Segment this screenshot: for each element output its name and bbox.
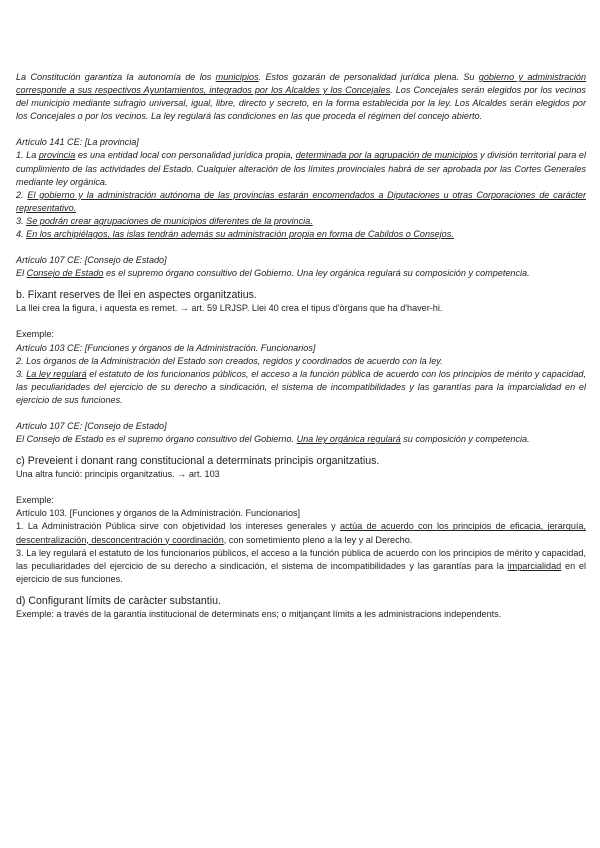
- underlined-text: Consejo de Estado: [26, 268, 104, 279]
- art103b-title: Artículo 103. [Funciones y órganos de la Administración. Funcionarios]: [16, 508, 301, 519]
- text: El: [16, 268, 27, 279]
- art103b-paragraph-3: [16, 547, 586, 586]
- section-b-example-label: Exemple:: [16, 329, 54, 340]
- underlined-text: provincia: [38, 150, 76, 161]
- art103-paragraph-3: [16, 368, 586, 407]
- section-b-text: La llei crea la figura, i aquesta es remet. → art. 59 LRJSP. Llei 40 crea el tipus d'òrgans que ha d'haver-hi.: [16, 303, 443, 314]
- text: 1. La Administración Pública sirve con objetividad los intereses generales y: [16, 521, 341, 532]
- intro-underline-gobierno: gobierno y administración corresponde a sus respectivos Ayuntamientos, integrados por los Alcaldes y los Concejales: [16, 72, 587, 96]
- art141-paragraph-1: [16, 149, 586, 188]
- underlined-text: El gobierno y la administración autónoma de las provincias estarán encomendados a Diputaciones u otras Corporaciones de carácter representativo.: [16, 189, 586, 213]
- text: El Consejo de Estado es el supremo órgano consultivo del Gobierno.: [16, 434, 297, 445]
- section-c-example-label: Exemple:: [16, 495, 54, 506]
- text: el estatuto de los funcionarios públicos, el acceso a la función pública de acuerdo con los principios de mérito y capacidad, las peculiaridades del ejercicio de su derecho a sindicación, el sistema de incompatibilidades y las garantías para la imparcialidad en el ejercicio de sus funciones.: [16, 368, 586, 405]
- art141-title: Artículo 141 CE: [La provincia]: [16, 137, 139, 148]
- section-d-text: Exemple: a través de la garantia institucional de determinats ens; o mitjançant límits a les administracions independents.: [16, 608, 502, 619]
- art107-title: Artículo 107 CE: [Consejo de Estado]: [16, 255, 167, 266]
- art103-paragraph-2: 2. Los órganos de la Administración del Estado son creados, regidos y coordinados de acuerdo con la ley.: [16, 355, 443, 366]
- text: es una entidad local con personalidad jurídica propia,: [75, 150, 296, 161]
- section-b-heading: b. Fixant reserves de llei en aspectes organitzatius.: [16, 289, 257, 302]
- art107-paragraph-2: [16, 433, 586, 446]
- intro-text: La Constitución garantiza la autonomía de los: [16, 72, 216, 82]
- art107-paragraph: [16, 267, 586, 280]
- underlined-text: actúa de acuerdo con los principios de eficacia, jerarquía, descentralización, desconcentración y coordinación: [16, 521, 587, 545]
- intro-paragraph: [16, 71, 586, 123]
- underlined-text: Una ley orgánica regulará: [296, 434, 401, 445]
- document-page: [16, 71, 586, 621]
- text: 3.: [16, 368, 27, 379]
- text: 3. La ley regulará el estatuto de los funcionarios públicos, el acceso a la función pública de acuerdo con los principios de mérito y capacidad, las peculiaridades del ejercicio de su derecho a sindicación, el sistema de incompatibilidades y las garantías para la: [16, 547, 586, 571]
- text: en el ejercicio de sus funciones.: [16, 560, 586, 584]
- text: 2.: [16, 189, 28, 200]
- intro-text: . Los Concejales serán elegidos por los vecinos del municipio mediante sufragio universal, igual, libre, directo y secreto, en la forma establecida por la ley. Los Alcaldes serán elegidos por los Concejales o por los vecinos. La ley regulará las condiciones en las que proceda el régimen del concejo abierto.: [16, 85, 586, 122]
- text: y división territorial para el cumplimiento de las actividades del Estado. Cualquier alteración de los límites provinciales habrá de ser aprobada por las Cortes Generales mediante ley orgánica.: [16, 150, 586, 187]
- section-c-heading: c) Preveient i donant rang constitucional a determinats principis organitzatius.: [16, 455, 380, 468]
- text: , con sometimiento pleno a la ley y al Derecho.: [223, 534, 413, 545]
- section-d-heading: d) Configurant límits de caràcter substantiu.: [16, 594, 221, 607]
- text: 1. La: [16, 150, 39, 161]
- art141-paragraph-4: [16, 228, 586, 241]
- art141-paragraph-3: [16, 215, 586, 228]
- text: es el supremo órgano consultivo del Gobierno. Una ley orgánica regulará su composición y competencia.: [103, 268, 530, 279]
- text: 4.: [16, 229, 27, 240]
- section-c-text: Una altra funció: principis organitzatius. → art. 103: [16, 469, 220, 480]
- art141-paragraph-2: [16, 189, 586, 215]
- intro-underline-municipios: municipios: [215, 72, 259, 82]
- text: su composición y competencia.: [400, 434, 530, 445]
- art103b-paragraph-1: [16, 520, 586, 546]
- art103-title: Artículo 103 CE: [Funciones y órganos de la Administración. Funcionarios]: [16, 342, 316, 353]
- art107-title-2: Artículo 107 CE: [Consejo de Estado]: [16, 420, 167, 431]
- intro-text: . Estos gozarán de personalidad jurídica plena. Su: [258, 72, 479, 82]
- underlined-text: En los archipiélagos, las islas tendrán además su administración propia en forma de Cabildos o Consejos.: [26, 229, 454, 240]
- underlined-text: determinada por la agrupación de municipios: [295, 150, 478, 161]
- underlined-text: La ley regulará: [26, 368, 87, 379]
- underlined-text: Se podrán crear agrupaciones de municipios diferentes de la provincia.: [26, 215, 313, 226]
- text: 3.: [16, 215, 27, 226]
- underlined-text: imparcialidad: [507, 560, 562, 571]
